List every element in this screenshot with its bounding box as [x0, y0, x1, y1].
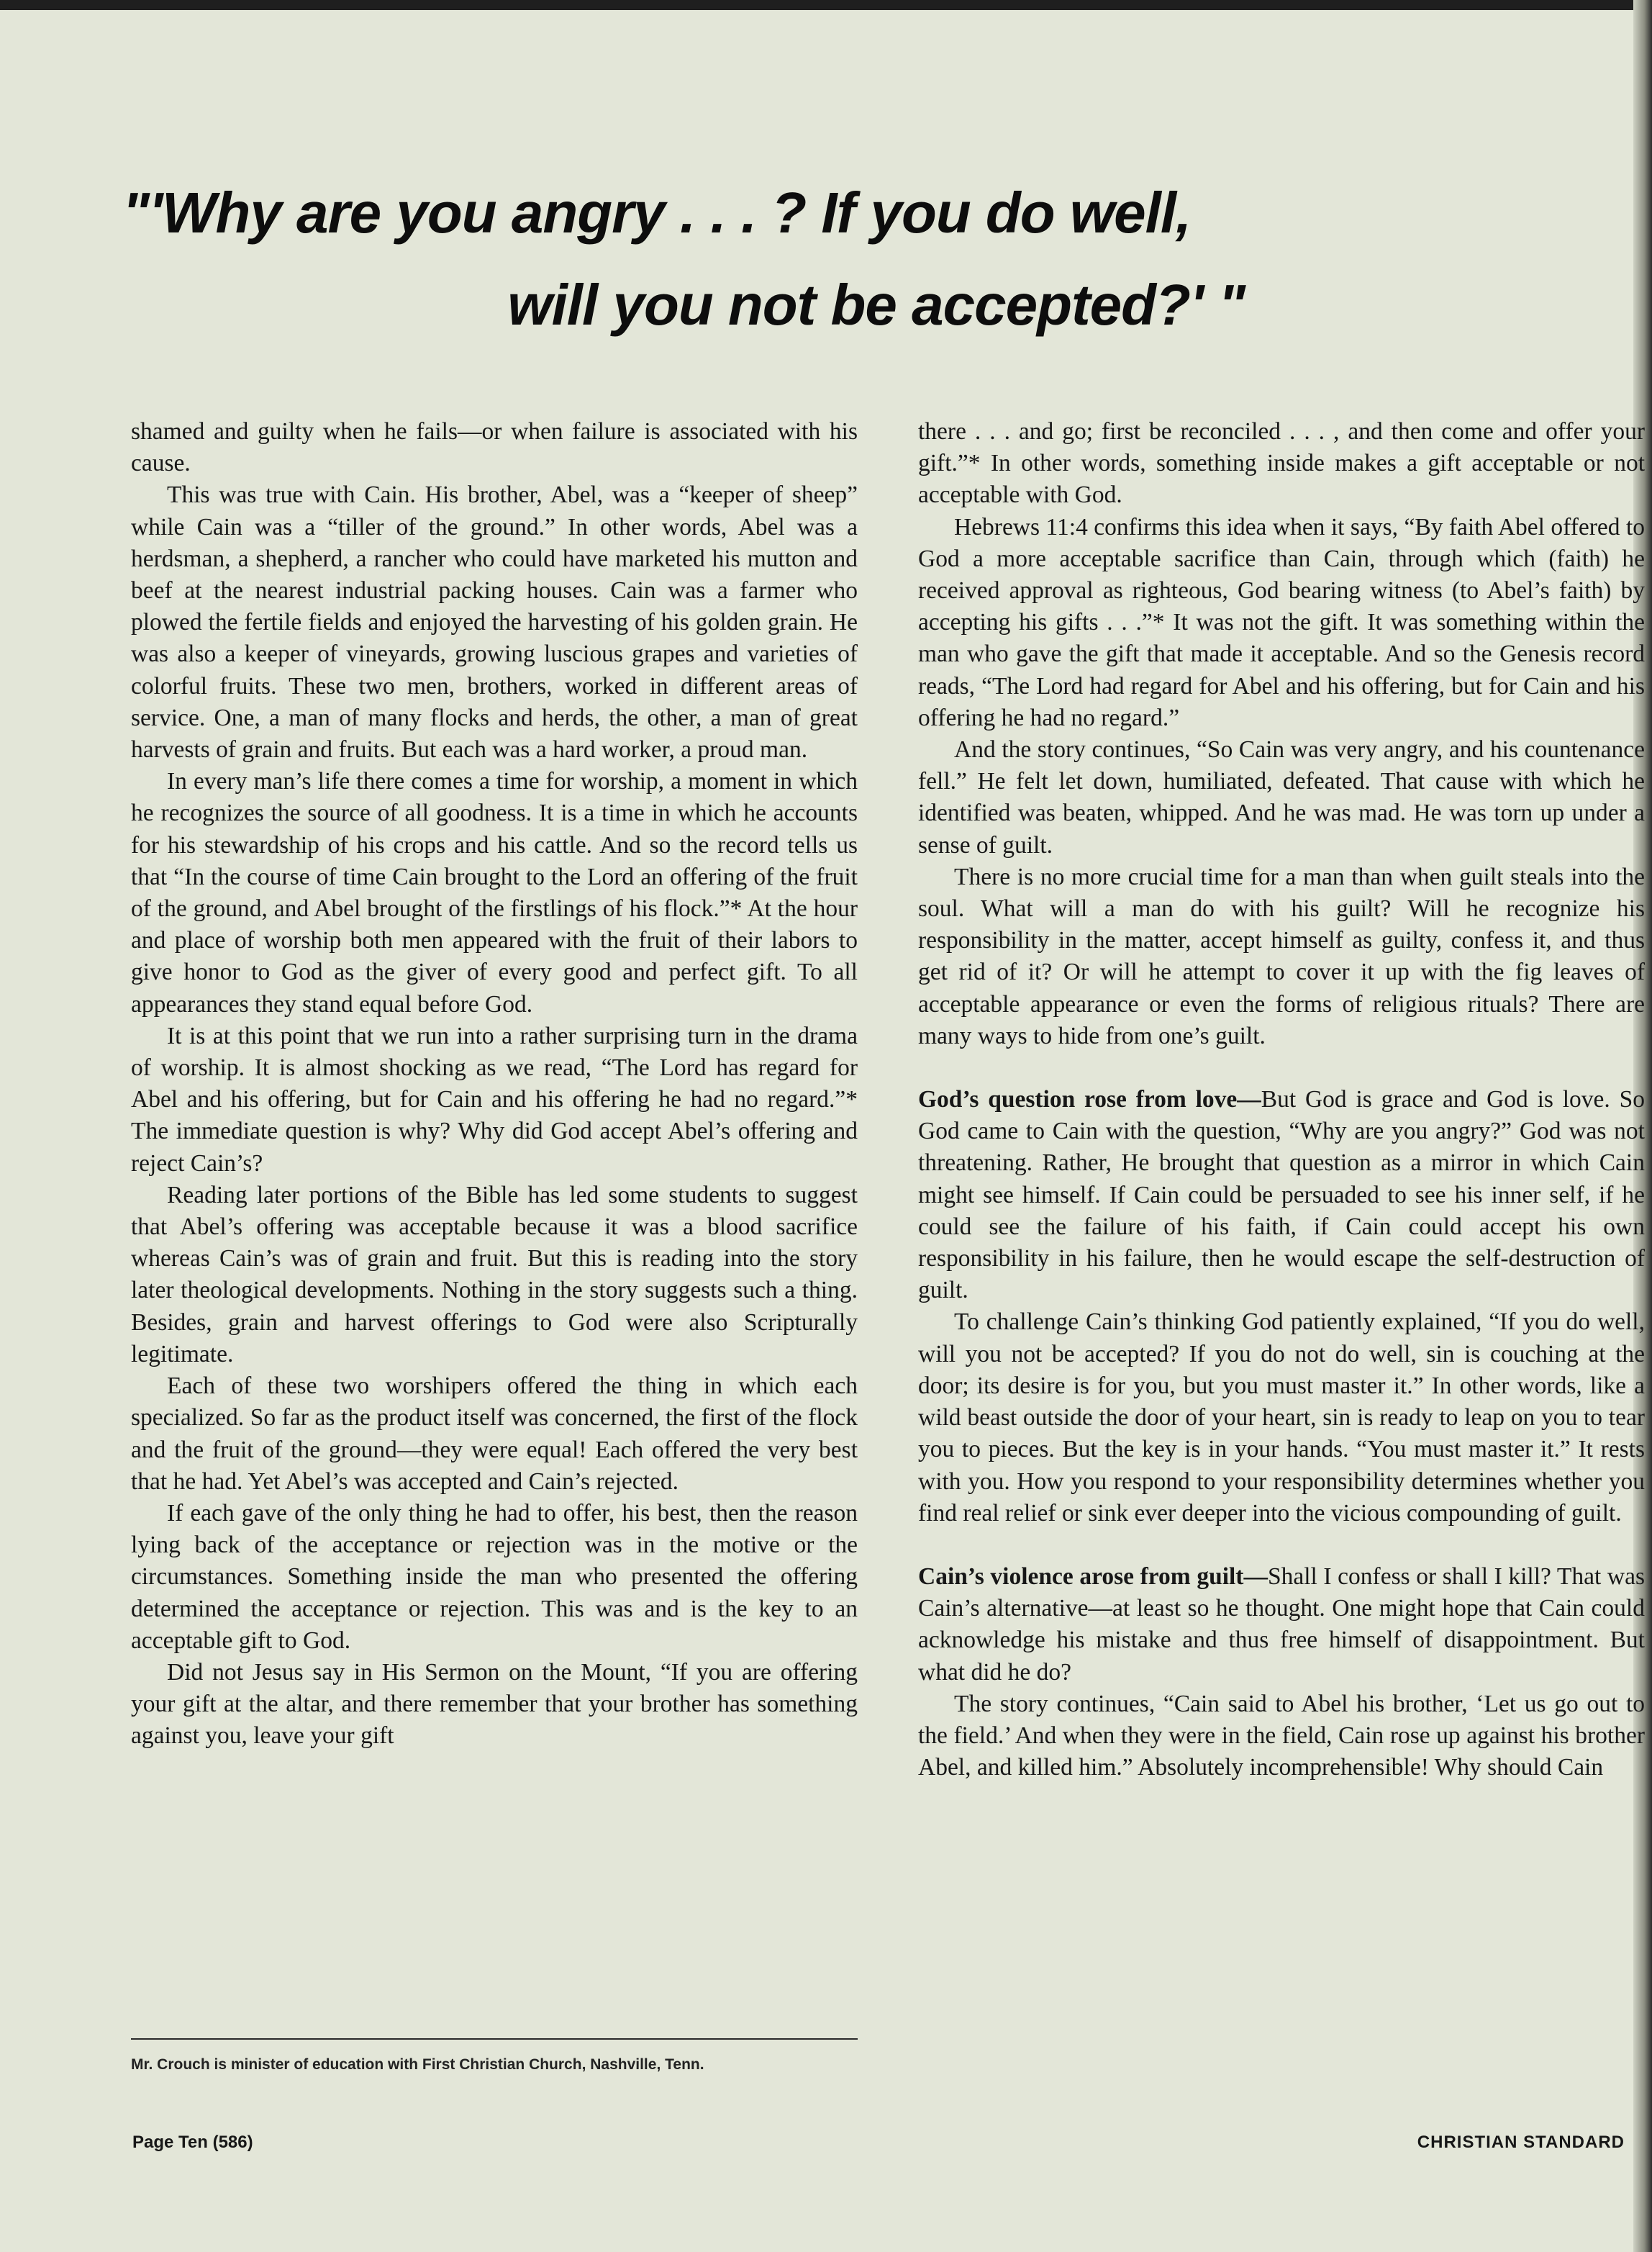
section-paragraph — [918, 1084, 1645, 1306]
paragraph: shamed and guilty when he fails—or when failure is associated with his cause. — [131, 418, 858, 477]
paragraph: This was true with Cain. His brother, Abel, was a “keeper of sheep” while Cain was a “tiller of the ground.” In other words, Abel was a herdsman, a shepherd, a rancher who could have marketed his mutton and beef at the nearest industrial packing houses. Cain was a farmer who plowed the fertile fields and enjoyed the harvesting of his golden grain. He was also a keeper of vineyards, growing luscious grapes and varieties of colorful fruits. These two men, brothers, worked in different areas of service. One, a man of many flocks and herds, the other, a man of great harvests of grain and fruits. But each was a hard worker, a proud man. — [131, 481, 858, 764]
headline-line-2: will you not be accepted?' " — [507, 273, 1245, 337]
paragraph: There is no more crucial time for a man than when guilt steals into the soul. What will a man do with his guilt? Will he recognize his responsibility in the matter, accept himself as guilty, confess it, and thus get rid of it? Or will he attempt to cover it up with the fig leaves of acceptable appearance or even the forms of religious rituals? There are many ways to hide from one’s guilt. — [918, 863, 1645, 1049]
headline — [122, 167, 1245, 351]
section-body: Shall I confess or shall I kill? That was Cain’s alternative—at least so he thought. One might hope that Cain could acknowledge his mistake and thus free himself of disappointment. But what did he do? — [918, 1563, 1645, 1686]
paragraph: If each gave of the only thing he had to offer, his best, then the reason lying back of the acceptance or rejection was in the motive or the circumstances. Something inside the man who presented the offering determined the acceptance or rejection. This was and is the key to an acceptable gift to God. — [131, 1499, 858, 1654]
right-column — [918, 416, 1645, 1783]
paragraph: Reading later portions of the Bible has led some students to suggest that Abel’s offering was acceptable because it was a blood sacrifice whereas Cain’s was of grain and fruit. But this is reading into the story later theological developments. Nothing in the story suggests such a thing. Besides, grain and harvest offerings to God were also Scripturally legitimate. — [131, 1181, 858, 1367]
section-heading: Cain’s violence arose from guilt— — [918, 1563, 1268, 1590]
paragraph: And the story continues, “So Cain was very angry, and his countenance fell.” He felt let down, humiliated, defeated. That cause with which he identified was beaten, whipped. And he was mad. He was torn up under a sense of guilt. — [918, 736, 1645, 859]
paragraph: there . . . and go; first be reconciled . . . , and then come and offer your gift.”* In other words, something inside makes a gift acceptable or not acceptable with God. — [918, 418, 1645, 509]
paragraph: In every man’s life there comes a time for worship, a moment in which he recognizes the source of all goodness. It is a time in which he accounts for his stewardship of his crops and his cattle. And so the record tells us that “In the course of time Cain brought to the Lord an offering of the fruit of the ground, and Abel brought of the firstlings of his flock.”* At the hour and place of worship both men appeared with the fruit of their labors to give honor to God as the giver of every good and perfect gift. To all appearances they stand equal before God. — [131, 768, 858, 1018]
section-paragraph — [918, 1561, 1645, 1688]
section-heading: God’s question rose from love— — [918, 1086, 1261, 1113]
headline-line-1: "'Why are you angry . . . ? If you do well, — [122, 181, 1192, 245]
author-footnote: Mr. Crouch is minister of education with First Christian Church, Nashville, Tenn. — [131, 2038, 858, 2076]
paragraph: It is at this point that we run into a rather surprising turn in the drama of worship. It is almost shocking as we read, “The Lord has regard for Abel and his offering, but for Cain and his offering he had no regard.”* The immediate question is why? Why did God accept Abel’s offering and reject Cain’s? — [131, 1022, 858, 1177]
paragraph: The story continues, “Cain said to Abel his brother, ‘Let us go out to the field.’ And when they were in the field, Cain rose up against his brother Abel, and killed him.” Absolutely incomprehensible! Why should Cain — [918, 1690, 1645, 1781]
section-body: But God is grace and God is love. So God came to Cain with the question, “Why are you angry?” God was not threatening. Rather, He brought that question as a mirror in which Cain might see himself. If Cain could be persuaded to see his inner self, if he could see the failure of his faith, if Cain could accept his own responsibility in his failure, then he would escape the self-destruction of guilt. — [918, 1086, 1645, 1304]
page-number: Page Ten (586) — [132, 2133, 253, 2152]
paragraph: Hebrews 11:4 confirms this idea when it says, “By faith Abel offered to God a more acceptable sacrifice than Cain, through which (faith) he received approval as righteous, God bearing witness (to Abel’s faith) by accepting his gifts . . .”* It was not the gift. It was something within the man who gave the gift that made it acceptable. And so the Genesis record reads, “The Lord had regard for Abel and his offering, but for Cain and his offering he had no regard.” — [918, 513, 1645, 731]
magazine-name: CHRISTIAN STANDARD — [1417, 2133, 1625, 2152]
page-top-edge — [0, 0, 1652, 10]
paragraph: Each of these two worshipers offered the thing in which each specialized. So far as the product itself was concerned, the first of the flock and the fruit of the ground—they were equal! Each offered the very best that he had. Yet Abel’s was accepted and Cain’s rejected. — [131, 1373, 858, 1495]
left-column — [131, 416, 858, 1753]
paragraph: To challenge Cain’s thinking God patiently explained, “If you do well, will you not be accepted? If you do not do well, sin is couching at the door; its desire is for you, but you must master it.” In other words, like a wild beast outside the door of your heart, sin is ready to leap on you to tear you to pieces. But the key is in your hands. “You must master it.” It rests with you. How you respond to your responsibility determines whether you find real relief or sink ever deeper into the vicious compounding of guilt. — [918, 1308, 1645, 1527]
paragraph: Did not Jesus say in His Sermon on the Mount, “If you are offering your gift at the altar, and there remember that your brother has something against you, leave your gift — [131, 1658, 858, 1750]
